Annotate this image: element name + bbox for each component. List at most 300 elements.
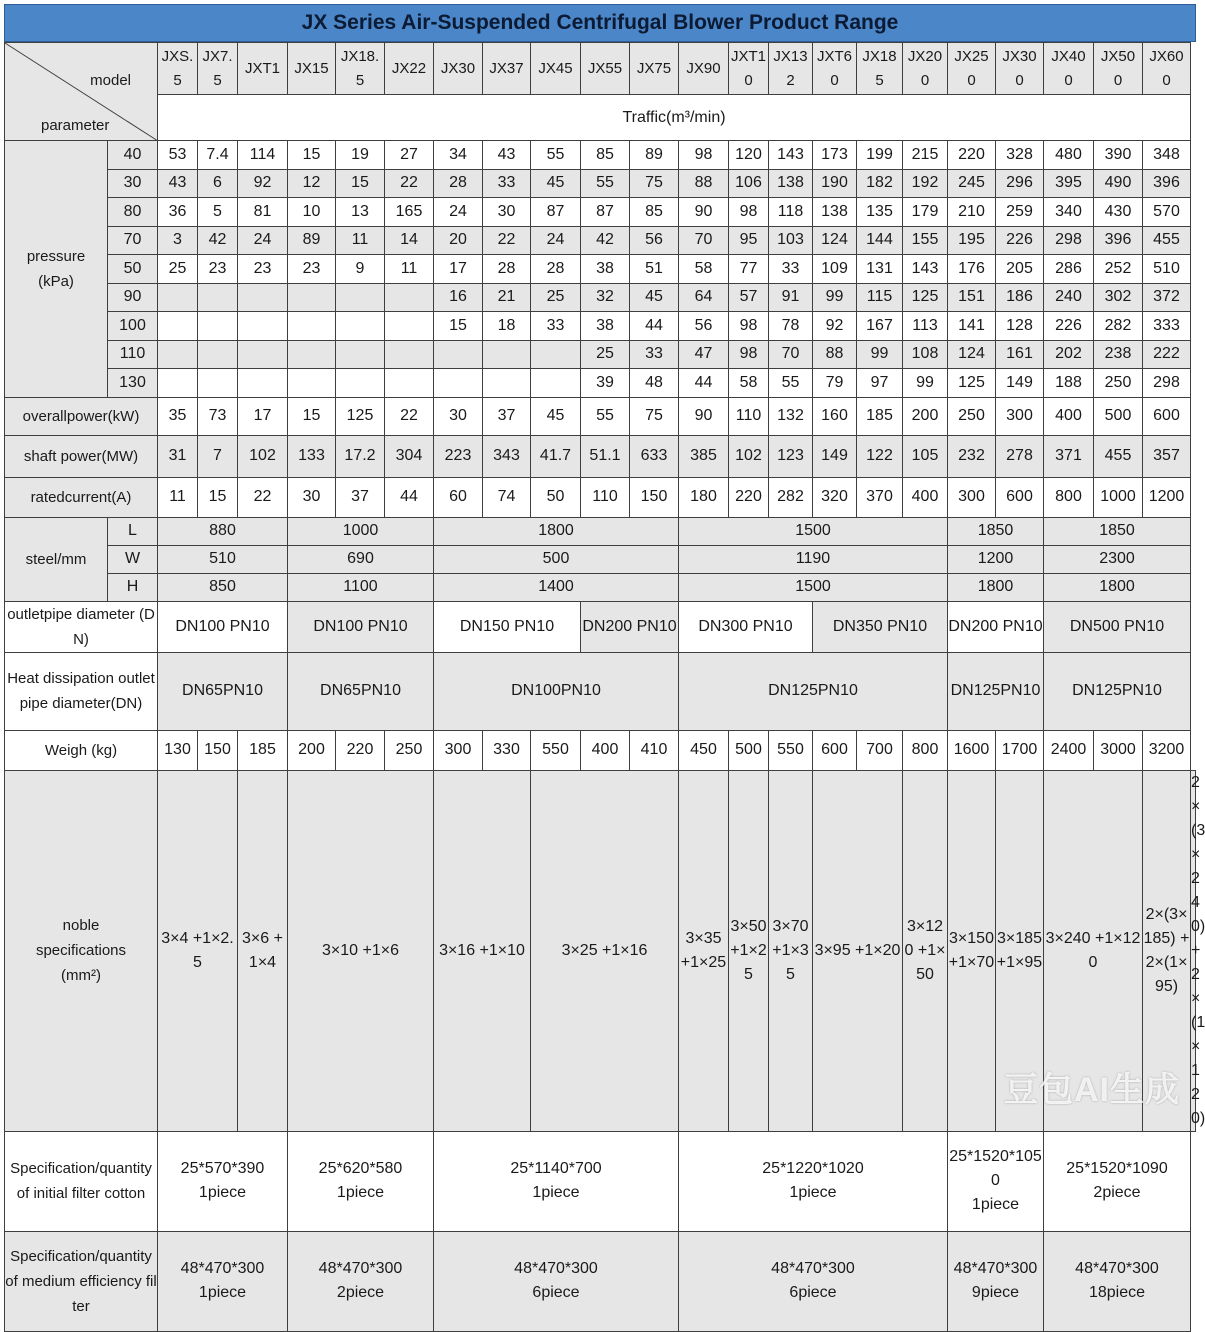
outlet-pipe-value: DN100 PN10 <box>158 601 288 652</box>
shaft-power-value: 223 <box>434 435 483 477</box>
model-name: JX22 <box>391 59 427 77</box>
rated-current-value: 1000 <box>1094 477 1143 517</box>
weight-value: 3200 <box>1143 730 1191 770</box>
weight-value: 1600 <box>948 730 996 770</box>
flow-value-cell: 23 <box>288 255 336 284</box>
flow-value-cell: 23 <box>238 255 288 284</box>
filter-size: 48*470*300 <box>1075 1260 1159 1277</box>
model-name: JX75 <box>636 59 672 77</box>
flow-value-cell: 56 <box>630 226 679 255</box>
flow-value-cell: 56 <box>679 312 729 341</box>
filter-size: 48*470*300 <box>514 1260 598 1277</box>
flow-value-cell: 99 <box>813 283 857 312</box>
steel-dimension-value: 1850 <box>1044 517 1191 545</box>
flow-value-cell: 430 <box>1094 198 1143 227</box>
flow-value-cell <box>288 369 336 398</box>
filter-size: 25*1220*1020 <box>762 1160 864 1177</box>
weight-value: 410 <box>630 730 679 770</box>
steel-dimension-label: steel/mm <box>5 517 108 601</box>
cable-spec-value: 3×16 +1×10 <box>434 770 531 1131</box>
flow-value-cell: 19 <box>336 141 385 170</box>
shaft-power-value: 149 <box>813 435 857 477</box>
overall-power-value: 600 <box>1143 397 1191 435</box>
rated-current-value: 150 <box>630 477 679 517</box>
flow-value-cell <box>238 312 288 341</box>
table-row <box>5 340 1196 369</box>
model-header-cell <box>813 43 857 95</box>
flow-value-cell: 58 <box>729 369 769 398</box>
heat-pipe-value: DN125PN10 <box>1044 652 1191 730</box>
table-row <box>5 477 1196 517</box>
medium-filter-value <box>1044 1231 1191 1331</box>
cable-spec-value: 3×120 +1×50 <box>903 770 948 1131</box>
cable-spec-value: 3×4 +1×2.5 <box>158 770 238 1131</box>
heat-pipe-value: DN100PN10 <box>434 652 679 730</box>
model-name: JX18. <box>340 47 380 65</box>
weight-value: 220 <box>336 730 385 770</box>
table-title: JX Series Air-Suspended Centrifugal Blower Product Range <box>4 4 1196 42</box>
medium-filter-label: Specification/quantity of medium efficiency filter <box>5 1231 158 1331</box>
flow-value-cell: 38 <box>581 312 630 341</box>
flow-value-cell <box>158 369 198 398</box>
heat-pipe-value: DN65PN10 <box>158 652 288 730</box>
model-name: JXS. <box>161 47 194 65</box>
flow-value-cell: 42 <box>581 226 630 255</box>
model-name: JX13 <box>773 47 808 65</box>
flow-value-cell <box>198 312 238 341</box>
weight-value: 200 <box>288 730 336 770</box>
flow-value-cell: 195 <box>948 226 996 255</box>
shaft-power-value: 357 <box>1143 435 1191 477</box>
flow-value-cell: 47 <box>679 340 729 369</box>
flow-value-cell: 13 <box>336 198 385 227</box>
model-header-cell <box>581 43 630 95</box>
flow-value-cell: 14 <box>385 226 434 255</box>
filter-quantity: 9piece <box>971 1284 1020 1301</box>
cable-spec-value: 3×10 +1×6 <box>288 770 434 1131</box>
cable-spec-value: 3×240 +1×120 <box>1044 770 1143 1131</box>
initial-filter-value <box>948 1131 1044 1231</box>
flow-value-cell: 11 <box>385 255 434 284</box>
rated-current-value: 50 <box>531 477 581 517</box>
rated-current-value: 400 <box>903 477 948 517</box>
filter-quantity: 6piece <box>789 1284 837 1301</box>
shaft-power-label: shaft power(MW) <box>5 435 158 477</box>
flow-value-cell <box>531 340 581 369</box>
flow-value-cell: 226 <box>1044 312 1094 341</box>
pressure-value-kpa: 40 <box>108 141 158 170</box>
rated-current-value: 320 <box>813 477 857 517</box>
steel-dimension-value: 2300 <box>1044 545 1191 573</box>
filter-size: 25*1520*1050 <box>949 1148 1042 1189</box>
table-row <box>5 573 1196 601</box>
flow-value-cell <box>385 340 434 369</box>
flow-value-cell: 252 <box>1094 255 1143 284</box>
flow-value-cell: 124 <box>813 226 857 255</box>
flow-value-cell: 58 <box>679 255 729 284</box>
overall-power-value: 500 <box>1094 397 1143 435</box>
table-row <box>5 43 1196 95</box>
medium-filter-value <box>434 1231 679 1331</box>
outlet-pipe-value: DN500 PN10 <box>1044 601 1191 652</box>
flow-value-cell: 45 <box>531 169 581 198</box>
flow-value-cell: 98 <box>679 141 729 170</box>
outlet-pipe-value: DN200 PN10 <box>948 601 1044 652</box>
model-name: JX30 <box>440 59 476 77</box>
flow-value-cell: 53 <box>158 141 198 170</box>
flow-value-cell <box>238 340 288 369</box>
rated-current-label: ratedcurrent(A) <box>5 477 158 517</box>
overall-power-value: 160 <box>813 397 857 435</box>
model-name: JX55 <box>587 59 623 77</box>
model-name: JXT1 <box>730 47 766 65</box>
steel-dimension-axis: W <box>108 545 158 573</box>
steel-dimension-value: 500 <box>434 545 679 573</box>
weight-value: 500 <box>729 730 769 770</box>
model-header-cell <box>434 43 483 95</box>
rated-current-value: 11 <box>158 477 198 517</box>
pressure-value-kpa: 100 <box>108 312 158 341</box>
flow-value-cell: 282 <box>1094 312 1143 341</box>
cable-spec-label-line: specifications <box>35 942 127 959</box>
flow-value-cell: 125 <box>903 283 948 312</box>
flow-value-cell: 333 <box>1143 312 1191 341</box>
rated-current-value: 300 <box>948 477 996 517</box>
flow-value-cell: 143 <box>769 141 813 170</box>
shaft-power-value: 102 <box>729 435 769 477</box>
rated-current-value: 60 <box>434 477 483 517</box>
flow-value-cell: 173 <box>813 141 857 170</box>
flow-value-cell: 16 <box>434 283 483 312</box>
flow-value-cell: 3 <box>158 226 198 255</box>
flow-value-cell: 390 <box>1094 141 1143 170</box>
flow-value-cell: 51 <box>630 255 679 284</box>
rated-current-value: 22 <box>238 477 288 517</box>
shaft-power-value: 7 <box>198 435 238 477</box>
flow-value-cell: 298 <box>1044 226 1094 255</box>
model-header-cell <box>679 43 729 95</box>
rated-current-value: 30 <box>288 477 336 517</box>
pressure-value-kpa: 130 <box>108 369 158 398</box>
model-header-cell <box>948 43 996 95</box>
model-name-suffix: 0 <box>830 71 839 89</box>
flow-value-cell: 75 <box>630 169 679 198</box>
flow-value-cell: 98 <box>729 340 769 369</box>
cable-spec-value: 3×185 +1×95 <box>996 770 1044 1131</box>
table-row <box>5 95 1196 141</box>
table-row <box>5 1131 1196 1231</box>
flow-value-cell: 27 <box>385 141 434 170</box>
pressure-value-kpa: 90 <box>108 283 158 312</box>
overall-power-value: 110 <box>729 397 769 435</box>
overall-power-value: 200 <box>903 397 948 435</box>
table-row <box>5 601 1196 652</box>
steel-dimension-axis: L <box>108 517 158 545</box>
parameter-label: parameter <box>41 117 110 134</box>
flow-value-cell: 57 <box>729 283 769 312</box>
heat-pipe-value: DN125PN10 <box>948 652 1044 730</box>
flow-value-cell <box>198 283 238 312</box>
flow-value-cell: 42 <box>198 226 238 255</box>
weight-value: 150 <box>198 730 238 770</box>
model-name: JX25 <box>954 47 989 65</box>
flow-value-cell: 88 <box>813 340 857 369</box>
model-name-suffix: 0 <box>1064 71 1073 89</box>
flow-value-cell <box>434 340 483 369</box>
flow-value-cell <box>434 369 483 398</box>
flow-value-cell: 109 <box>813 255 857 284</box>
flow-value-cell <box>483 340 531 369</box>
flow-value-cell: 44 <box>679 369 729 398</box>
cable-spec-value: 3×150 +1×70 <box>948 770 996 1131</box>
flow-value-cell <box>336 340 385 369</box>
flow-value-cell: 5 <box>198 198 238 227</box>
filter-size: 48*470*300 <box>318 1260 403 1277</box>
model-name: JX60 <box>1149 47 1184 65</box>
flow-value-cell: 38 <box>581 255 630 284</box>
shaft-power-value: 31 <box>158 435 198 477</box>
overall-power-value: 22 <box>385 397 434 435</box>
flow-value-cell: 176 <box>948 255 996 284</box>
steel-dimension-value: 850 <box>158 573 288 601</box>
overall-power-label: overallpower(kW) <box>5 397 158 435</box>
weight-label: Weigh (kg) <box>5 730 158 770</box>
flow-value-cell: 188 <box>1044 369 1094 398</box>
flow-value-cell: 135 <box>857 198 903 227</box>
filter-quantity: 2piece <box>1093 1184 1141 1201</box>
flow-value-cell: 192 <box>903 169 948 198</box>
steel-dimension-value: 1500 <box>679 517 948 545</box>
steel-dimension-value: 1190 <box>679 545 948 573</box>
rated-current-value: 370 <box>857 477 903 517</box>
flow-value-cell: 226 <box>996 226 1044 255</box>
cable-spec-label-line: (mm²) <box>61 967 101 984</box>
steel-dimension-value: 690 <box>288 545 434 573</box>
model-name-suffix: 0 <box>920 71 930 89</box>
flow-value-cell: 87 <box>581 198 630 227</box>
flow-value-cell: 210 <box>948 198 996 227</box>
flow-value-cell <box>198 369 238 398</box>
shaft-power-value: 51.1 <box>581 435 630 477</box>
shaft-power-value: 278 <box>996 435 1044 477</box>
overall-power-value: 37 <box>483 397 531 435</box>
flow-value-cell <box>238 369 288 398</box>
shaft-power-value: 633 <box>630 435 679 477</box>
cable-spec-value: 3×50 +1×25 <box>729 770 769 1131</box>
filter-quantity: 2piece <box>336 1284 385 1301</box>
flow-value-cell: 190 <box>813 169 857 198</box>
flow-value-cell: 238 <box>1094 340 1143 369</box>
weight-value: 700 <box>857 730 903 770</box>
rated-current-value: 282 <box>769 477 813 517</box>
flow-value-cell: 570 <box>1143 198 1191 227</box>
shaft-power-value: 385 <box>679 435 729 477</box>
outlet-pipe-value: DN200 PN10 <box>581 601 679 652</box>
steel-dimension-value: 1850 <box>948 517 1044 545</box>
flow-value-cell: 120 <box>729 141 769 170</box>
initial-filter-value <box>288 1131 434 1231</box>
flow-value-cell: 21 <box>483 283 531 312</box>
rated-current-value: 37 <box>336 477 385 517</box>
medium-filter-value <box>679 1231 948 1331</box>
model-name: JXT1 <box>244 59 280 77</box>
weight-value: 400 <box>581 730 630 770</box>
flow-value-cell: 396 <box>1143 169 1191 198</box>
model-header-cell <box>483 43 531 95</box>
model-name-suffix: 5 <box>173 71 182 89</box>
flow-value-cell: 348 <box>1143 141 1191 170</box>
flow-value-cell: 25 <box>158 255 198 284</box>
flow-value-cell: 32 <box>581 283 630 312</box>
flow-value-cell: 298 <box>1143 369 1191 398</box>
flow-value-cell: 118 <box>769 198 813 227</box>
flow-value-cell: 151 <box>948 283 996 312</box>
model-header-cell <box>903 43 948 95</box>
flow-value-cell: 131 <box>857 255 903 284</box>
flow-value-cell: 250 <box>1094 369 1143 398</box>
flow-value-cell: 33 <box>630 340 679 369</box>
shaft-power-value: 41.7 <box>531 435 581 477</box>
rated-current-value: 74 <box>483 477 531 517</box>
shaft-power-value: 17.2 <box>336 435 385 477</box>
overall-power-value: 30 <box>434 397 483 435</box>
model-name: JX40 <box>1051 47 1086 65</box>
table-row <box>5 730 1196 770</box>
flow-value-cell: 12 <box>288 169 336 198</box>
overall-power-value: 15 <box>288 397 336 435</box>
flow-value-cell: 43 <box>483 141 531 170</box>
flow-value-cell: 85 <box>630 198 679 227</box>
flow-value-cell: 90 <box>679 198 729 227</box>
flow-value-cell: 11 <box>336 226 385 255</box>
flow-value-cell: 33 <box>769 255 813 284</box>
cable-spec-value: 3×6 +1×4 <box>238 770 288 1131</box>
flow-value-cell: 43 <box>158 169 198 198</box>
filter-quantity: 1piece <box>336 1184 385 1201</box>
pressure-unit: (kPa) <box>38 272 74 290</box>
weight-value: 300 <box>434 730 483 770</box>
overall-power-value: 90 <box>679 397 729 435</box>
flow-value-cell: 340 <box>1044 198 1094 227</box>
flow-value-cell: 108 <box>903 340 948 369</box>
table-row <box>5 283 1196 312</box>
rated-current-value: 110 <box>581 477 630 517</box>
rated-current-value: 600 <box>996 477 1044 517</box>
flow-value-cell: 30 <box>483 198 531 227</box>
overall-power-value: 250 <box>948 397 996 435</box>
model-header-cell <box>531 43 581 95</box>
overall-power-value: 45 <box>531 397 581 435</box>
flow-value-cell: 36 <box>158 198 198 227</box>
overall-power-value: 132 <box>769 397 813 435</box>
rated-current-value: 800 <box>1044 477 1094 517</box>
flow-value-cell: 55 <box>531 141 581 170</box>
weight-value: 2400 <box>1044 730 1094 770</box>
shaft-power-value: 232 <box>948 435 996 477</box>
weight-value: 1700 <box>996 730 1044 770</box>
shaft-power-value: 102 <box>238 435 288 477</box>
overall-power-value: 75 <box>630 397 679 435</box>
flow-value-cell: 179 <box>903 198 948 227</box>
flow-value-cell: 395 <box>1044 169 1094 198</box>
flow-value-cell: 81 <box>238 198 288 227</box>
flow-value-cell <box>198 340 238 369</box>
flow-value-cell: 45 <box>630 283 679 312</box>
pressure-label-text: pressure <box>26 247 86 265</box>
model-header-cell <box>729 43 769 95</box>
ai-generated-watermark: 豆包AI生成 <box>1004 1071 1180 1109</box>
flow-value-cell: 98 <box>729 198 769 227</box>
steel-dimension-value: 1800 <box>1044 573 1191 601</box>
shaft-power-value: 371 <box>1044 435 1094 477</box>
initial-filter-value <box>1044 1131 1191 1231</box>
pressure-value-kpa: 50 <box>108 255 158 284</box>
flow-value-cell: 167 <box>857 312 903 341</box>
initial-filter-value <box>434 1131 679 1231</box>
model-name: JXT6 <box>816 47 852 65</box>
flow-value-cell: 85 <box>581 141 630 170</box>
steel-dimension-value: 880 <box>158 517 288 545</box>
flow-value-cell: 20 <box>434 226 483 255</box>
flow-value-cell: 480 <box>1044 141 1094 170</box>
flow-value-cell <box>531 369 581 398</box>
overall-power-value: 55 <box>581 397 630 435</box>
weight-value: 130 <box>158 730 198 770</box>
flow-value-cell: 17 <box>434 255 483 284</box>
flow-value-cell: 199 <box>857 141 903 170</box>
flow-value-cell: 70 <box>769 340 813 369</box>
steel-dimension-value: 1100 <box>288 573 434 601</box>
overall-power-value: 400 <box>1044 397 1094 435</box>
heat-pipe-label: Heat dissipation outlet pipe diameter(DN) <box>5 652 158 730</box>
flow-value-cell: 396 <box>1094 226 1143 255</box>
cable-spec-value: 3×35 +1×25 <box>679 770 729 1131</box>
steel-dimension-value: 510 <box>158 545 288 573</box>
weight-value: 185 <box>238 730 288 770</box>
model-header-cell <box>1044 43 1094 95</box>
flow-value-cell: 25 <box>531 283 581 312</box>
flow-value-cell: 89 <box>630 141 679 170</box>
table-row <box>5 169 1196 198</box>
pressure-value-kpa: 80 <box>108 198 158 227</box>
flow-value-cell <box>288 312 336 341</box>
weight-value: 3000 <box>1094 730 1143 770</box>
shaft-power-value: 105 <box>903 435 948 477</box>
flow-value-cell: 78 <box>769 312 813 341</box>
initial-filter-value <box>158 1131 288 1231</box>
overall-power-value: 185 <box>857 397 903 435</box>
flow-value-cell: 91 <box>769 283 813 312</box>
flow-value-cell: 22 <box>385 169 434 198</box>
pressure-label <box>5 141 108 398</box>
outlet-pipe-value: DN350 PN10 <box>813 601 948 652</box>
model-name-suffix: 2 <box>786 71 795 89</box>
model-header-cell <box>238 43 288 95</box>
flow-value-cell: 144 <box>857 226 903 255</box>
cable-spec-value: 2×(3×185) +2×(1×95) <box>1143 770 1191 1131</box>
flow-value-cell: 79 <box>813 369 857 398</box>
steel-dimension-value: 1800 <box>948 573 1044 601</box>
steel-dimension-value: 1500 <box>679 573 948 601</box>
flow-value-cell: 455 <box>1143 226 1191 255</box>
weight-value: 800 <box>903 730 948 770</box>
flow-value-cell: 165 <box>385 198 434 227</box>
table-row <box>5 545 1196 573</box>
flow-value-cell <box>385 312 434 341</box>
model-name-suffix: 5 <box>213 71 222 89</box>
model-name-suffix: 0 <box>967 71 976 89</box>
flow-value-cell: 28 <box>483 255 531 284</box>
